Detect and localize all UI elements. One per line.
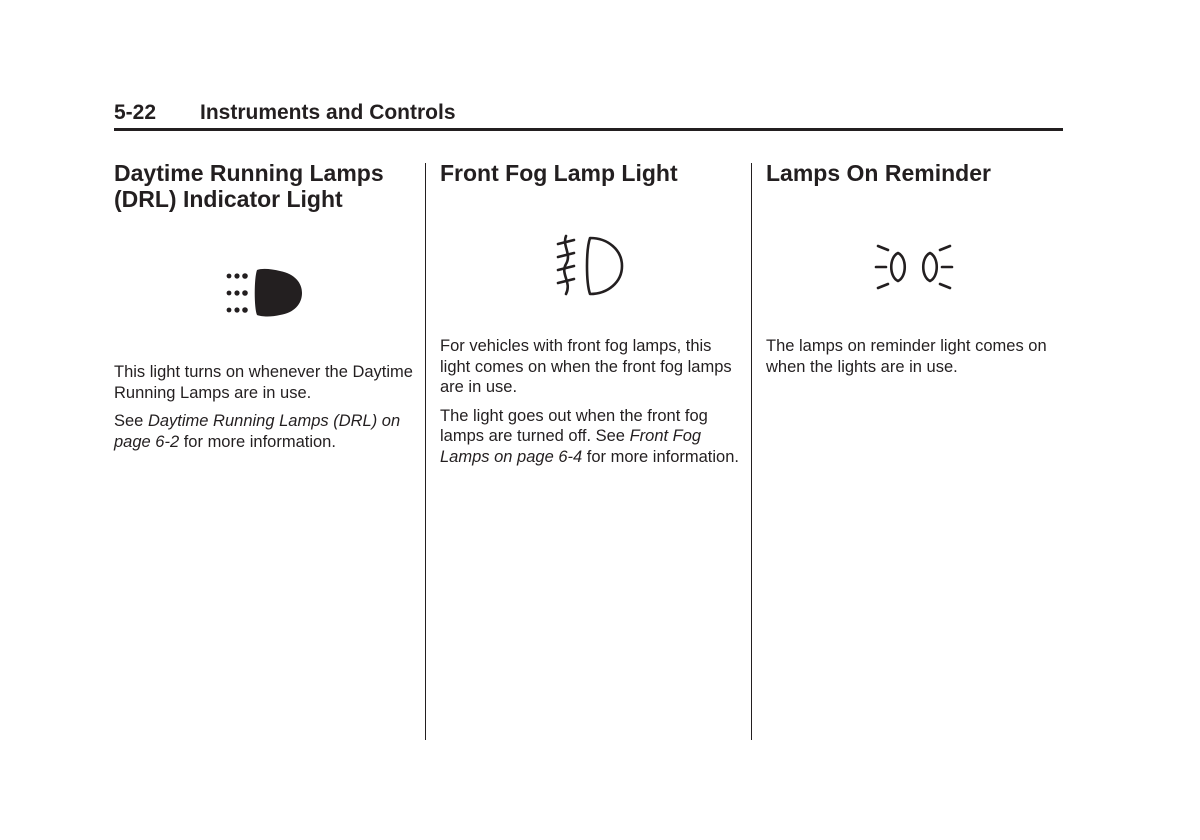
section-title: Instruments and Controls xyxy=(200,101,456,124)
section-body-drl xyxy=(114,362,414,460)
section-front-fog-lamp xyxy=(440,160,735,186)
section-body-front-fog xyxy=(440,336,740,475)
header-rule xyxy=(114,128,1063,131)
section-drl xyxy=(114,160,409,212)
section-heading-drl: Daytime Running Lamps (DRL) Indicator Light xyxy=(114,160,384,212)
column-divider-2 xyxy=(751,163,752,740)
drl-indicator-icon xyxy=(222,268,304,325)
lamps-on-reminder-icon xyxy=(872,240,956,299)
paragraph: This light turns on whenever the Daytime Running Lamps are in use. xyxy=(114,363,413,402)
paragraph: For vehicles with front fog lamps, this light comes on when the front fog lamps are in use. xyxy=(440,337,732,396)
page-number: 5-22 xyxy=(114,101,157,124)
section-heading-lamps-on: Lamps On Reminder xyxy=(766,160,991,186)
paragraph: The light goes out when the front fog lamps are turned off. See Front Fog Lamps on page 6-4 for more information. xyxy=(440,406,739,466)
section-body-lamps-on xyxy=(766,336,1066,385)
paragraph: The lamps on reminder light comes on when the lights are in use. xyxy=(766,337,1047,376)
section-lamps-on-reminder xyxy=(766,160,1061,186)
paragraph: See Daytime Running Lamps (DRL) on page 6-2 for more information. xyxy=(114,412,401,451)
front-fog-lamp-icon xyxy=(552,232,628,305)
cross-reference-link[interactable]: Front Fog Lamps on page 6-4 xyxy=(440,427,702,466)
cross-reference-link[interactable]: Daytime Running Lamps (DRL) on page 6-2 xyxy=(114,412,401,451)
page-header xyxy=(114,101,456,125)
column-divider-1 xyxy=(425,163,426,740)
section-heading-front-fog: Front Fog Lamp Light xyxy=(440,160,678,186)
